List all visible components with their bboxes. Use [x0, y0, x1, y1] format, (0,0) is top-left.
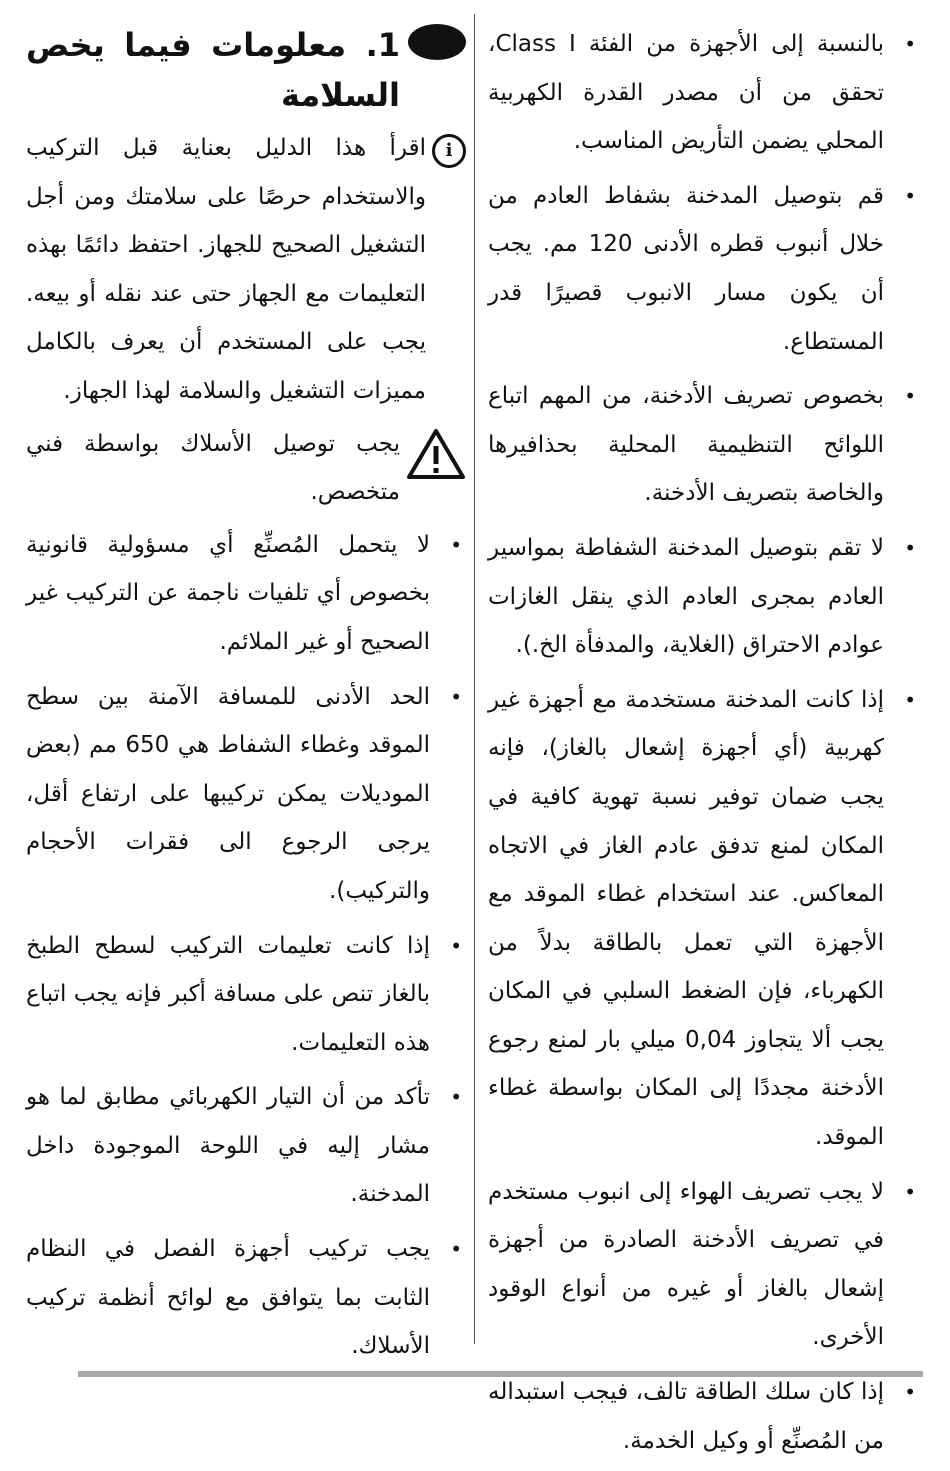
- list-item: • لا تقم بتوصيل المدخنة الشفاطة بمواسير العادم بمجرى العادم الذي ينقل الغازات عوادم الاحتراق (الغلاية، والمدفأة الخ.).: [488, 524, 920, 670]
- section-title: [26, 20, 400, 120]
- info-text: اقرأ هذا الدليل بعناية قبل التركيب والاستخدام حرصًا على سلامتك ومن أجل التشغيل الصحيح للجهاز. احتفظ دائمًا بهذه التعليمات مع الجهاز حتى عند نقله أو بيعه. يجب على المستخدم أن يعرف بالكامل مميزات التشغيل والسلامة لهذا الجهاز.: [26, 135, 426, 404]
- section-number: 1.: [365, 26, 401, 64]
- warning-note: [26, 420, 466, 517]
- list-item: • لا يتحمل المُصنِّع أي مسؤولية قانونية بخصوص أي تلفيات ناجمة عن التركيب غير الصحيح أو غير الملائم.: [26, 521, 466, 667]
- right-column: [488, 20, 920, 1471]
- right-bullet-list: [488, 20, 920, 1465]
- footer-rule: [78, 1371, 923, 1377]
- list-item: • لا يجب تصريف الهواء إلى انبوب مستخدم في تصريف الأدخنة الصادرة من أجهزة إشعال بالغاز أو غيره من أنواع الوقود الأخرى.: [488, 1168, 920, 1362]
- list-item: • بخصوص تصريف الأدخنة، من المهم اتباع اللوائح التنظيمية المحلية بحذافيرها والخاصة بتصريف الأدخنة.: [488, 372, 920, 518]
- warning-text: يجب توصيل الأسلاك بواسطة فني متخصص.: [26, 430, 400, 506]
- list-item: • إذا كانت المدخنة مستخدمة مع أجهزة غير كهربية (أي أجهزة إشعال بالغاز)، فإنه يجب ضمان توفير نسبة تهوية كافية في المكان لمنع تدفق عادم الغاز في الاتجاه المعاكس. عند استخدام غطاء الموقد مع الأجهزة التي تعمل بالطاقة بدلاً من الكهرباء، فإن الضغط السلبي في المكان يجب ألا يتجاوز 0,04 ميلي بار لمنع رجوع الأدخنة مجددًا إلى المكان بواسطة غطاء الموقد.: [488, 676, 920, 1162]
- warning-triangle-icon: [406, 428, 466, 480]
- list-item: • إذا كان سلك الطاقة تالف، فيجب استبداله من المُصنِّع أو وكيل الخدمة.: [488, 1368, 920, 1465]
- list-item: • تأكد من أن التيار الكهربائي مطابق لما هو مشار إليه في اللوحة الموجودة داخل المدخنة.: [26, 1073, 466, 1219]
- list-item: • قم بتوصيل المدخنة بشفاط العادم من خلال أنبوب قطره الأدنى 120 مم. يجب أن يكون مسار الانبوب قصيرًا قدر المستطاع.: [488, 172, 920, 366]
- info-note: [26, 124, 466, 416]
- left-bullet-list: [26, 521, 466, 1371]
- column-divider: [474, 14, 475, 1344]
- section-title-text: معلومات فيما يخص السلامة: [26, 26, 400, 114]
- section-heading: [26, 20, 466, 120]
- list-item: • الحد الأدنى للمسافة الآمنة بين سطح الموقد وغطاء الشفاط هي 650 مم (بعض الموديلات يمكن تركيبها على ارتفاع أقل، يرجى الرجوع الى فقرات الأحجام والتركيب).: [26, 673, 466, 916]
- list-item: • يجب تركيب أجهزة الفصل في النظام الثابت بما يتوافق مع لوائح أنظمة تركيب الأسلاك.: [26, 1225, 466, 1371]
- list-item: • بالنسبة إلى الأجهزة من الفئة Class I، تحقق من أن مصدر القدرة الكهربية المحلي يضمن التأريض المناسب.: [488, 20, 920, 166]
- info-icon: i: [432, 134, 466, 168]
- list-item: • إذا كانت تعليمات التركيب لسطح الطبخ بالغاز تنص على مسافة أكبر فإنه يجب اتباع هذه التعليمات.: [26, 922, 466, 1068]
- left-column: [26, 20, 466, 1377]
- section-badge-icon: [408, 24, 466, 60]
